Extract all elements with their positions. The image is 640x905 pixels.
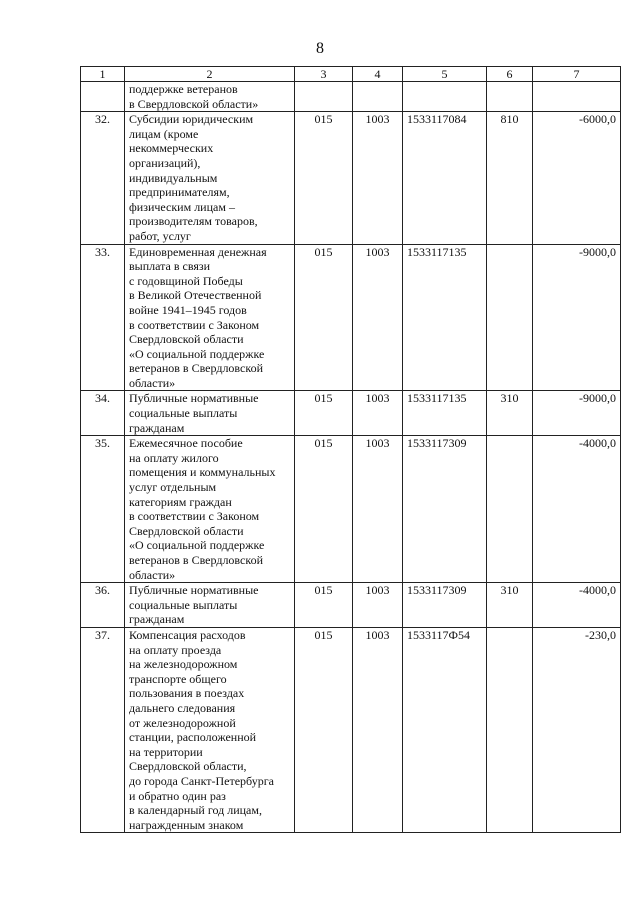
row-section-code (353, 82, 403, 112)
row-description: Единовременная денежная выплата в связи с годовщиной Победы в Великой Отечественной войне 1941–1945 годов в соответствии с Законом Свердловской области «О социальной поддержке ветеранов в Свердловской области» (125, 244, 295, 391)
col-header-1: 1 (81, 67, 125, 82)
row-description: Публичные нормативные социальные выплаты гражданам (125, 583, 295, 628)
row-description: поддержке ветеранов в Свердловской области» (125, 82, 295, 112)
col-header-2: 2 (125, 67, 295, 82)
row-amount (533, 82, 621, 112)
row-description: Компенсация расходов на оплату проезда на железнодорожном транспорте общего пользования в поездах дальнего следования от железнодорожной станции, расположенной на территории Свердловской области, до города Санкт-Петербурга и обратно один раз в календарный год лицам, награжденным знаком (125, 627, 295, 832)
row-target-code: 1533117Ф54 (403, 627, 487, 832)
row-target-code: 1533117135 (403, 391, 487, 436)
row-amount: -9000,0 (533, 244, 621, 391)
row-expense-type (487, 627, 533, 832)
table-row (81, 82, 621, 112)
row-amount: -4000,0 (533, 436, 621, 583)
row-number (81, 82, 125, 112)
row-target-code (403, 82, 487, 112)
row-grbs-code: 015 (295, 112, 353, 244)
table-row (81, 112, 621, 244)
row-section-code: 1003 (353, 583, 403, 628)
row-grbs-code: 015 (295, 436, 353, 583)
row-target-code: 1533117309 (403, 583, 487, 628)
row-target-code: 1533117084 (403, 112, 487, 244)
row-amount: -6000,0 (533, 112, 621, 244)
row-expense-type: 310 (487, 583, 533, 628)
row-target-code: 1533117135 (403, 244, 487, 391)
row-number: 37. (81, 627, 125, 832)
row-description: Субсидии юридическим лицам (кроме некоммерческих организаций), индивидуальным предпринимателям, физическим лицам – производителям товаров, работ, услуг (125, 112, 295, 244)
col-header-5: 5 (403, 67, 487, 82)
col-header-6: 6 (487, 67, 533, 82)
row-number: 35. (81, 436, 125, 583)
row-number: 36. (81, 583, 125, 628)
row-section-code: 1003 (353, 391, 403, 436)
page-number: 8 (316, 40, 324, 57)
row-expense-type (487, 244, 533, 391)
row-expense-type (487, 82, 533, 112)
row-description: Ежемесячное пособие на оплату жилого помещения и коммунальных услуг отдельным категориям граждан в соответствии с Законом Свердловской области «О социальной поддержке ветеранов в Свердловской области» (125, 436, 295, 583)
row-section-code: 1003 (353, 112, 403, 244)
row-expense-type (487, 436, 533, 583)
row-grbs-code (295, 82, 353, 112)
col-header-7: 7 (533, 67, 621, 82)
row-amount: -9000,0 (533, 391, 621, 436)
row-grbs-code: 015 (295, 583, 353, 628)
table-row (81, 627, 621, 832)
row-description: Публичные нормативные социальные выплаты гражданам (125, 391, 295, 436)
row-target-code: 1533117309 (403, 436, 487, 583)
row-number: 34. (81, 391, 125, 436)
table-row (81, 244, 621, 391)
row-amount: -4000,0 (533, 583, 621, 628)
row-expense-type: 810 (487, 112, 533, 244)
row-section-code: 1003 (353, 436, 403, 583)
row-number: 32. (81, 112, 125, 244)
row-section-code: 1003 (353, 627, 403, 832)
row-grbs-code: 015 (295, 244, 353, 391)
col-header-4: 4 (353, 67, 403, 82)
budget-table (80, 66, 621, 833)
row-grbs-code: 015 (295, 627, 353, 832)
row-grbs-code: 015 (295, 391, 353, 436)
row-amount: -230,0 (533, 627, 621, 832)
row-section-code: 1003 (353, 244, 403, 391)
col-header-3: 3 (295, 67, 353, 82)
table-row (81, 436, 621, 583)
row-number: 33. (81, 244, 125, 391)
table-row (81, 583, 621, 628)
row-expense-type: 310 (487, 391, 533, 436)
header-row (81, 67, 621, 82)
table-row (81, 391, 621, 436)
